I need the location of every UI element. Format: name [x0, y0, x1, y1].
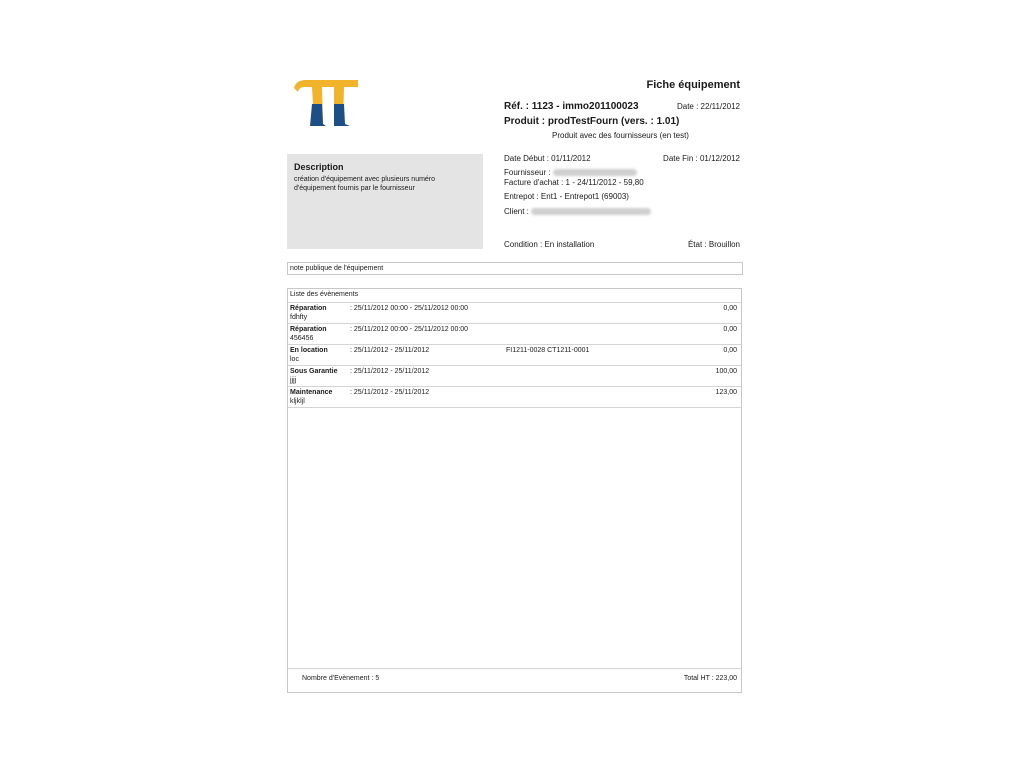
event-dates: : 25/11/2012 00:00 - 25/11/2012 00:00: [350, 326, 469, 333]
supplier-label: Fournisseur :: [504, 168, 551, 177]
event-row: [288, 366, 741, 387]
description-title: Description: [294, 162, 344, 172]
supplier-redacted: [553, 169, 637, 176]
divider: [288, 668, 741, 669]
document-date: Date : 22/11/2012: [676, 102, 740, 111]
description-text: création d'équipement avec plusieurs numéro d'équipement fournis par le fournisseur: [294, 176, 436, 192]
event-description: loc: [290, 356, 299, 363]
event-description: fdhfty: [290, 314, 308, 321]
equipment-sheet: [286, 70, 742, 694]
client-label: Client :: [504, 207, 529, 216]
total-ht: Total HT : 223,00: [683, 675, 737, 682]
description-panel: [287, 154, 483, 249]
status: État : Brouillon: [687, 240, 740, 249]
event-amount: 123,00: [715, 389, 737, 396]
event-description: kljkljl: [290, 398, 305, 405]
events-title: Liste des évènements: [290, 291, 359, 298]
event-row: [288, 345, 741, 366]
event-dates: : 25/11/2012 00:00 - 25/11/2012 00:00: [350, 305, 469, 312]
events-list: [287, 288, 742, 693]
document-title: Fiche équipement: [646, 79, 740, 91]
warehouse: Entrepot : Ent1 - Entrepot1 (69003): [504, 192, 629, 201]
purchase-invoice: Facture d'achat : 1 - 24/11/2012 - 59,80: [504, 178, 644, 187]
client-field: [504, 207, 651, 216]
date-debut: Date Début : 01/11/2012: [504, 154, 591, 163]
event-dates: : 25/11/2012 - 25/11/2012: [350, 389, 430, 396]
product-description: Produit avec des fournisseurs (en test): [552, 131, 689, 140]
event-description: jjjj: [290, 377, 297, 384]
equipment-ref: Réf. : 1123 - immo201100023: [504, 101, 639, 112]
event-type: Réparation: [290, 305, 327, 312]
event-reference: FI1211-0028 CT1211-0001: [506, 347, 590, 354]
event-row: [288, 387, 741, 408]
condition: Condition : En installation: [504, 240, 595, 249]
company-logo-icon: [290, 78, 360, 130]
event-type: Sous Garantie: [290, 368, 338, 375]
event-amount: 0,00: [723, 347, 737, 354]
event-count: Nombre d'Evènement : 5: [302, 675, 380, 682]
event-description: 456456: [290, 335, 314, 342]
event-dates: : 25/11/2012 - 25/11/2012: [350, 368, 430, 375]
product-name: Produit : prodTestFourn (vers. : 1.01): [504, 116, 680, 127]
event-row: [288, 303, 741, 324]
supplier-field: [504, 168, 637, 177]
event-amount: 0,00: [723, 305, 737, 312]
event-row: [288, 324, 741, 345]
event-type: Réparation: [290, 326, 327, 333]
event-type: En location: [290, 347, 328, 354]
event-dates: : 25/11/2012 - 25/11/2012: [350, 347, 430, 354]
event-type: Maintenance: [290, 389, 333, 396]
client-redacted: [531, 208, 651, 215]
date-fin: Date Fin : 01/12/2012: [663, 154, 740, 163]
event-amount: 0,00: [723, 326, 737, 333]
event-amount: 100,00: [715, 368, 737, 375]
public-note: note publique de l'équipement: [287, 262, 743, 275]
